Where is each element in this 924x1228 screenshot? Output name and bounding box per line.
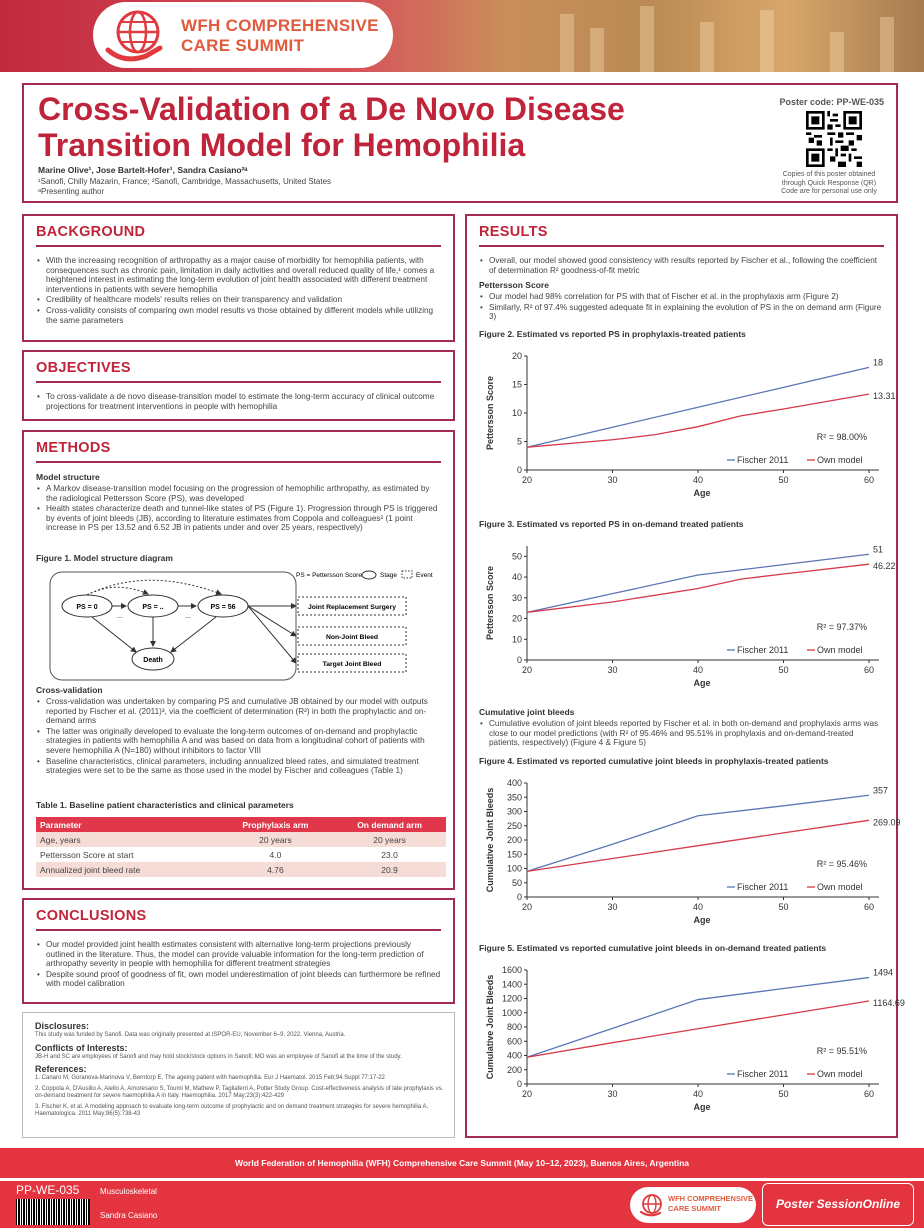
list-item: • Despite sound proof of goodness of fit, own model underestimation of joint bleeds can furthermore be refined with model calibration [36, 970, 441, 989]
legend-ps-label: PS = Pettersson Score [296, 572, 362, 579]
table-cell: 20.9 [333, 862, 446, 877]
y-tick-label: 400 [506, 778, 522, 788]
series-line-fischer [527, 554, 869, 612]
x-tick-label: 40 [692, 902, 704, 912]
list-item: • Overall, our model showed good consistency with results reported by Fischer et al., following the coefficient of determination R² goodness-of-fit metric [479, 256, 884, 275]
y-tick-label: 600 [506, 1036, 522, 1047]
table-cell: Age, years [36, 832, 218, 847]
y-tick-label: 100 [506, 863, 522, 874]
legend-stage-icon [362, 571, 376, 579]
reference-item: 2. Coppola A, D'Ausilio A, Aiello A, Amoresano S, Toumi M, Mathew P, Tagliaferri A, Potter Study Group. Cost-effectiveness analysis of late prophylaxis vs. on-demand treatment for severe haemophilia A in Italy. Haemophilia. 2017 May;23(3):422-429 [35, 1085, 444, 1099]
list-item: • Cross-validation was undertaken by comparing PS and cumulative JB obtained by our model with outputs reported by Fischer et al. (2011)³, via the coefficient of determination (R²) in both the prophylactic and on-demand arms [36, 697, 441, 726]
x-tick-label: 50 [778, 1089, 789, 1099]
conference-banner: World Federation of Hemophilia (WFH) Comprehensive Care Summit (May 10–12, 2023), Buenos Aires, Argentina [0, 1148, 924, 1178]
wfh-globe-hand-icon [94, 4, 164, 68]
disclosures-section [22, 1012, 455, 1138]
presenter-label: Sandra Casiano [100, 1211, 158, 1220]
conflicts-text: JB-H and SC are employees of Sanofi and may hold stock/stock options in Sanofi; MO was an employee of Sanofi at the time of the study. [35, 1053, 402, 1060]
stage-label: PS = 0 [76, 604, 98, 611]
legend-label-own: Own model [817, 1069, 863, 1079]
results-section [465, 214, 905, 1138]
pettersson-list [479, 292, 884, 323]
event-label: Target Joint Bleed [322, 661, 382, 668]
x-tick-label: 60 [863, 665, 875, 675]
x-tick-label: 20 [521, 902, 533, 912]
y-tick-label: 50 [511, 551, 522, 562]
y-tick-label: 20 [511, 613, 522, 624]
y-tick-label: 200 [506, 1064, 522, 1075]
figure1-caption: Figure 1. Model structure diagram [36, 553, 173, 563]
y-tick-label: 300 [506, 806, 522, 817]
methods-heading: METHODS [36, 440, 111, 456]
cross-validation-subheading: Cross-validation [36, 685, 103, 695]
figure5-chart [479, 964, 905, 1119]
objectives-heading: OBJECTIVES [36, 360, 131, 376]
reference-item: 3. Fischer K, et al. A modeling approach to evaluate long-term outcome of prophylactic and on demand treatment strategies for severe hemophilia A. Haematologica. 2011 May;96(5):738-43 [35, 1103, 429, 1117]
x-tick-label: 20 [521, 475, 533, 485]
affiliations [38, 177, 331, 197]
table-row [36, 847, 446, 862]
list-item: • Baseline characteristics, clinical parameters, including annualized bleed rates, and simulated treatment strategies were set to be the same as those used in the model by Fischer and colleagues (Table 1) [36, 757, 441, 776]
y-tick-label: 0 [516, 465, 522, 475]
section-rule [36, 929, 441, 931]
figure2-chart [479, 350, 896, 505]
figure3-caption: Figure 3. Estimated vs reported PS in on-demand treated patients [479, 519, 744, 529]
y-tick-label: 0 [516, 655, 522, 665]
legend-label-fischer: Fischer 2011 [737, 645, 789, 655]
x-tick-label: 60 [863, 902, 875, 912]
poster-session-online-logo[interactable]: Poster SessionOnline [762, 1183, 914, 1226]
end-data-label: 46.22 [873, 561, 896, 572]
references-heading: References: [35, 1064, 87, 1074]
small-logo-line1: WFH COMPREHENSIVE [668, 1194, 754, 1203]
x-tick-label: 20 [521, 1089, 533, 1099]
table-header-row [36, 817, 446, 832]
list-item [479, 303, 884, 322]
x-tick-label: 50 [778, 665, 789, 675]
y-axis-title: Cumulative Joint Bleeds [485, 787, 495, 893]
model-structure-list [36, 484, 441, 534]
end-data-label: 13.31 [873, 391, 896, 402]
r2-annotation: R² = 98.00% [816, 432, 867, 442]
legend-label-fischer: Fischer 2011 [737, 455, 789, 465]
list-item: • Cumulative evolution of joint bleeds reported by Fischer et al. in both on-demand and prophylaxis arms was close to our model predictions (with R² of 95.46% and 95.51% in prophylaxis and on-demand-treated patients, respectively) (Figure 4 & Figure 5) [479, 719, 884, 748]
legend-label-fischer: Fischer 2011 [737, 882, 789, 892]
x-tick-label: 50 [778, 902, 789, 912]
x-tick-label: 60 [863, 475, 875, 485]
end-data-label: 1494 [873, 967, 894, 978]
y-tick-label: 40 [511, 572, 522, 583]
section-rule [479, 245, 884, 247]
methods-section [22, 430, 455, 890]
figure2-caption: Figure 2. Estimated vs reported PS in prophylaxis-treated patients [479, 329, 746, 339]
y-tick-label: 0 [516, 892, 522, 902]
poster-title: Cross-Validation of a De Novo Disease Transition Model for Hemophilia [38, 91, 625, 163]
y-axis-title: Pettersson Score [485, 565, 495, 641]
figure4-caption: Figure 4. Estimated vs reported cumulative joint bleeds in prophylaxis-treated patients [479, 756, 829, 766]
summit-logo-small [630, 1187, 756, 1223]
end-data-label: 1164.69 [873, 998, 905, 1009]
ellipsis-label: ... [185, 613, 191, 620]
figure5-caption: Figure 5. Estimated vs reported cumulative joint bleeds in on-demand treated patients [479, 943, 827, 953]
table-cell: 4.76 [218, 862, 333, 877]
section-rule [36, 461, 441, 463]
end-data-label: 357 [873, 785, 889, 796]
affiliation-line: ¹Sanofi, Chilly Mazarin, France; ²Sanofi, Cambridge, Massachusetts, United States [38, 177, 332, 186]
table-cell: 4.0 [269, 849, 282, 860]
end-data-label: 51 [873, 544, 884, 555]
section-rule [36, 381, 441, 383]
y-tick-label: 250 [506, 820, 522, 831]
y-tick-label: 1400 [501, 979, 522, 990]
list-item: • Credibility of healthcare models' results relies on their transparency and validation [36, 295, 441, 305]
poster-code: Poster code: PP-WE-035 [779, 97, 884, 107]
legend-event-label: Event [416, 572, 433, 579]
x-tick-label: 30 [607, 1089, 618, 1099]
x-tick-label: 30 [607, 475, 618, 485]
y-tick-label: 1200 [501, 993, 522, 1004]
table-cell: 23.0 [381, 849, 398, 860]
model-structure-subheading: Model structure [36, 472, 100, 482]
ellipsis-label: ... [117, 613, 123, 620]
x-tick-label: 30 [607, 902, 618, 912]
pettersson-text-1: Our model had 98% correlation for PS with that of Fischer et al. in the prophylaxis arm (Figure 2) [489, 292, 839, 301]
legend-label-own: Own model [817, 645, 863, 655]
x-tick-label: 50 [778, 475, 789, 485]
barcode-icon [16, 1199, 90, 1225]
list-item: • A Markov disease-transition model focusing on the progression of hemophilic arthropathy, as estimated by the radiological Pettersson Score (PS), was developed [36, 484, 441, 503]
conclusions-section [22, 898, 455, 1004]
cross-validation-list [36, 697, 441, 777]
disclosures-body [35, 1021, 445, 1119]
list-item: • Our model provided joint health estimates consistent with alternative long-term projections previously outlined in the literature. Thus, the model can provide valuable information for the long-term prediction of arthropathy severity in people with hemophilia for different treatment strategies [36, 940, 441, 969]
end-data-label: 18 [873, 357, 884, 368]
results-overview-list [479, 256, 884, 276]
disclosures-heading: Disclosures: [35, 1021, 90, 1031]
reference-item: 1. Canaro M, Goranova-Marinova V, Berntorp E. The ageing patient with haemophilia. Eur J Haematol. 2015 Feb;94 Suppl 77:17-22 [35, 1075, 385, 1081]
y-tick-label: 15 [511, 379, 522, 390]
model-structure-diagram [36, 566, 446, 682]
table-header: Prophylaxis arm [218, 817, 333, 832]
y-tick-label: 30 [511, 592, 522, 603]
y-tick-label: 800 [506, 1022, 522, 1032]
legend-stage-label: Stage [380, 572, 397, 579]
x-axis-title: Age [693, 488, 711, 498]
list-item: • To cross-validate a de novo disease-transition model to estimate the long-term accuracy of clinical outcome projections for treatment interventions in people with hemophilia [36, 392, 441, 411]
legend-label-fischer: Fischer 2011 [737, 1069, 789, 1079]
summit-name-line1: WFH COMPREHENSIVE [181, 16, 379, 35]
objectives-section [22, 350, 455, 421]
x-tick-label: 60 [863, 1089, 875, 1099]
legend-label-own: Own model [817, 882, 863, 892]
background-heading: BACKGROUND [36, 224, 146, 240]
qr-code[interactable] [806, 111, 862, 167]
y-tick-label: 1000 [501, 1007, 522, 1018]
list-item: • The latter was originally developed to evaluate the long-term outcomes of on-demand and prophylactic strategies in patients with hemophilia A and was based on data from a longitudinal cohort of patients with severe hemophilia A (N=180) without inhibitors to factor VIII [36, 727, 441, 756]
event-label: Joint Replacement Surgery [307, 604, 397, 611]
table-row [36, 862, 446, 877]
y-tick-label: 1600 [501, 965, 522, 975]
table1-caption: Table 1. Baseline patient characteristics and clinical parameters [36, 800, 294, 810]
r2-annotation: R² = 95.46% [816, 859, 867, 869]
bottom-bar [0, 1181, 924, 1228]
joint-bleeds-subheading: Cumulative joint bleeds [479, 707, 575, 717]
y-tick-label: 350 [506, 792, 522, 803]
y-tick-label: 20 [511, 351, 522, 361]
y-axis-title: Cumulative Joint Bleeds [485, 974, 495, 1080]
series-line-own [527, 564, 869, 612]
table-header: On demand arm [333, 817, 446, 832]
background-list [36, 256, 441, 326]
list-item: • Cross-validity consists of comparing own model results vs those obtained by different models while utilizing the same parameters [36, 306, 441, 325]
x-tick-label: 40 [692, 1089, 704, 1099]
summit-name-line2: CARE SUMMIT [181, 36, 305, 55]
table-row [36, 832, 446, 847]
conclusions-heading: CONCLUSIONS [36, 908, 147, 924]
r2-annotation: R² = 95.51% [816, 1046, 867, 1056]
list-item: • Health states characterize death and tunnel-like states of PS (Figure 1). Progression through PS is triggered by events of joint bleeds (JB), according to literature estimates from Coppola and colleagues² (1 point increase in PS per 13.52 and 6.52 JB in patients under and over 25 years, respectively) [36, 504, 441, 533]
background-section [22, 214, 455, 342]
x-tick-label: 40 [692, 665, 704, 675]
table-cell: Annualized joint bleed rate [36, 862, 218, 877]
author-list: Marine Olive¹, Jose Bartelt-Hofer¹, Sandra Casiano²ᵃ [38, 165, 248, 175]
category-label: Musculoskeletal [100, 1187, 157, 1196]
joint-bleeds-list [479, 719, 884, 749]
r2-annotation: R² = 97.37% [816, 622, 867, 632]
table-cell: Pettersson Score at start [40, 849, 134, 860]
y-tick-label: 10 [511, 634, 522, 645]
small-logo-line2: CARE SUMMIT [668, 1204, 721, 1213]
y-tick-label: 0 [516, 1079, 522, 1089]
table-cell: 20 years [333, 832, 446, 847]
y-tick-label: 10 [511, 408, 522, 418]
pettersson-text-2: Similarly, R² of 97.4% suggested adequate fit in explaining the evolution of PS in the on demand arm (Figure 3) [489, 302, 882, 322]
figure3-chart [479, 540, 896, 695]
event-label: Non-Joint Bleed [325, 634, 379, 641]
wfh-globe-icon [638, 1192, 664, 1218]
baseline-table [36, 817, 446, 877]
x-axis-title: Age [693, 1102, 711, 1112]
stage-label: PS = 56 [210, 604, 236, 611]
y-tick-label: 200 [506, 835, 522, 845]
y-tick-label: 400 [506, 1050, 522, 1061]
x-axis-title: Age [693, 678, 711, 688]
legend-label-own: Own model [817, 455, 863, 465]
legend-event-icon [402, 571, 412, 578]
header-banner [0, 0, 924, 72]
y-tick-label: 150 [506, 849, 522, 860]
pettersson-subheading: Pettersson Score [479, 280, 549, 290]
x-tick-label: 30 [607, 665, 618, 675]
x-tick-label: 40 [692, 475, 704, 485]
list-item [479, 292, 884, 302]
bottom-poster-code: PP-WE-035 [16, 1183, 80, 1197]
x-tick-label: 20 [521, 665, 533, 675]
end-data-label: 269.09 [873, 817, 901, 828]
conclusions-list [36, 940, 441, 990]
results-heading: RESULTS [479, 224, 548, 240]
stage-label: PS = .. [142, 604, 164, 611]
qr-note: Copies of this poster obtained through Quick Response (QR) Code are for personal use only [781, 171, 877, 195]
presenting-author-note: ᵃPresenting author [38, 187, 105, 196]
list-item: • With the increasing recognition of arthropathy as a major cause of morbidity for hemophilia patients, with consequences such as chronic pain, limitation in daily activities and overall reduced quality of life,¹ comes a heightened interest in estimating the long-term evolution of joint health associated with different treatment interventions in patients with severe hemophilia [36, 256, 441, 294]
table-header: Parameter [36, 817, 218, 832]
y-tick-label: 5 [516, 436, 522, 447]
objectives-list [36, 392, 441, 412]
y-tick-label: 50 [511, 877, 522, 888]
conflicts-heading: Conflicts of Interests: [35, 1042, 128, 1053]
title-panel [22, 83, 898, 203]
section-rule [36, 245, 441, 247]
y-axis-title: Pettersson Score [485, 375, 495, 451]
disclosures-text: This study was funded by Sanofi. Data was originally presented at ISPOR-EU, November 6–9, 2022, Vienna, Austria. [35, 1032, 346, 1038]
stage-label: Death [143, 657, 163, 664]
figure4-chart [479, 777, 901, 932]
x-axis-title: Age [693, 915, 711, 925]
table-cell: 20 years [218, 832, 333, 847]
